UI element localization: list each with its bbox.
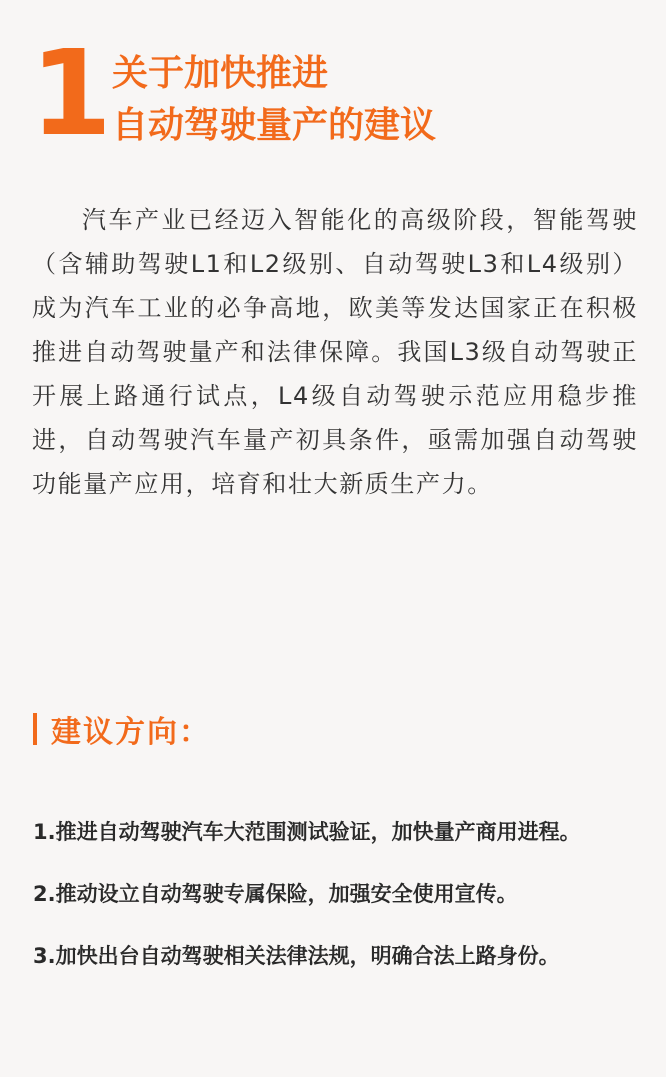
page-title	[112, 48, 436, 152]
section-number: 1	[30, 24, 111, 162]
intro-paragraph: 汽车产业已经迈入智能化的高级阶段，智能驾驶（含辅助驾驶L1和L2级别、自动驾驶L3和L4级别）成为汽车工业的必争高地，欧美等发达国家正在积极推进自动驾驶量产和法律保障。我国L3级自动驾驶正开展上路通行试点，L4级自动驾驶示范应用稳步推进，自动驾驶汽车量产初具条件，亟需加强自动驾驶功能量产应用，培育和壮大新质生产力。	[32, 206, 638, 498]
section-accent-bar	[33, 713, 37, 745]
section-title: 建议方向：	[51, 715, 211, 750]
recommendation-list	[33, 810, 653, 996]
section-heading	[33, 706, 211, 752]
title-line-2: 自动驾驶量产的建议	[112, 105, 437, 146]
title-line-1: 关于加快推进	[112, 53, 329, 94]
header	[30, 24, 650, 162]
list-item: 3.加快出台自动驾驶相关法律法规，明确合法上路身份。	[33, 944, 560, 968]
list-item: 1.推进自动驾驶汽车大范围测试验证，加快量产商用进程。	[33, 820, 581, 844]
list-item: 2.推动设立自动驾驶专属保险，加强安全使用宣传。	[33, 882, 518, 906]
